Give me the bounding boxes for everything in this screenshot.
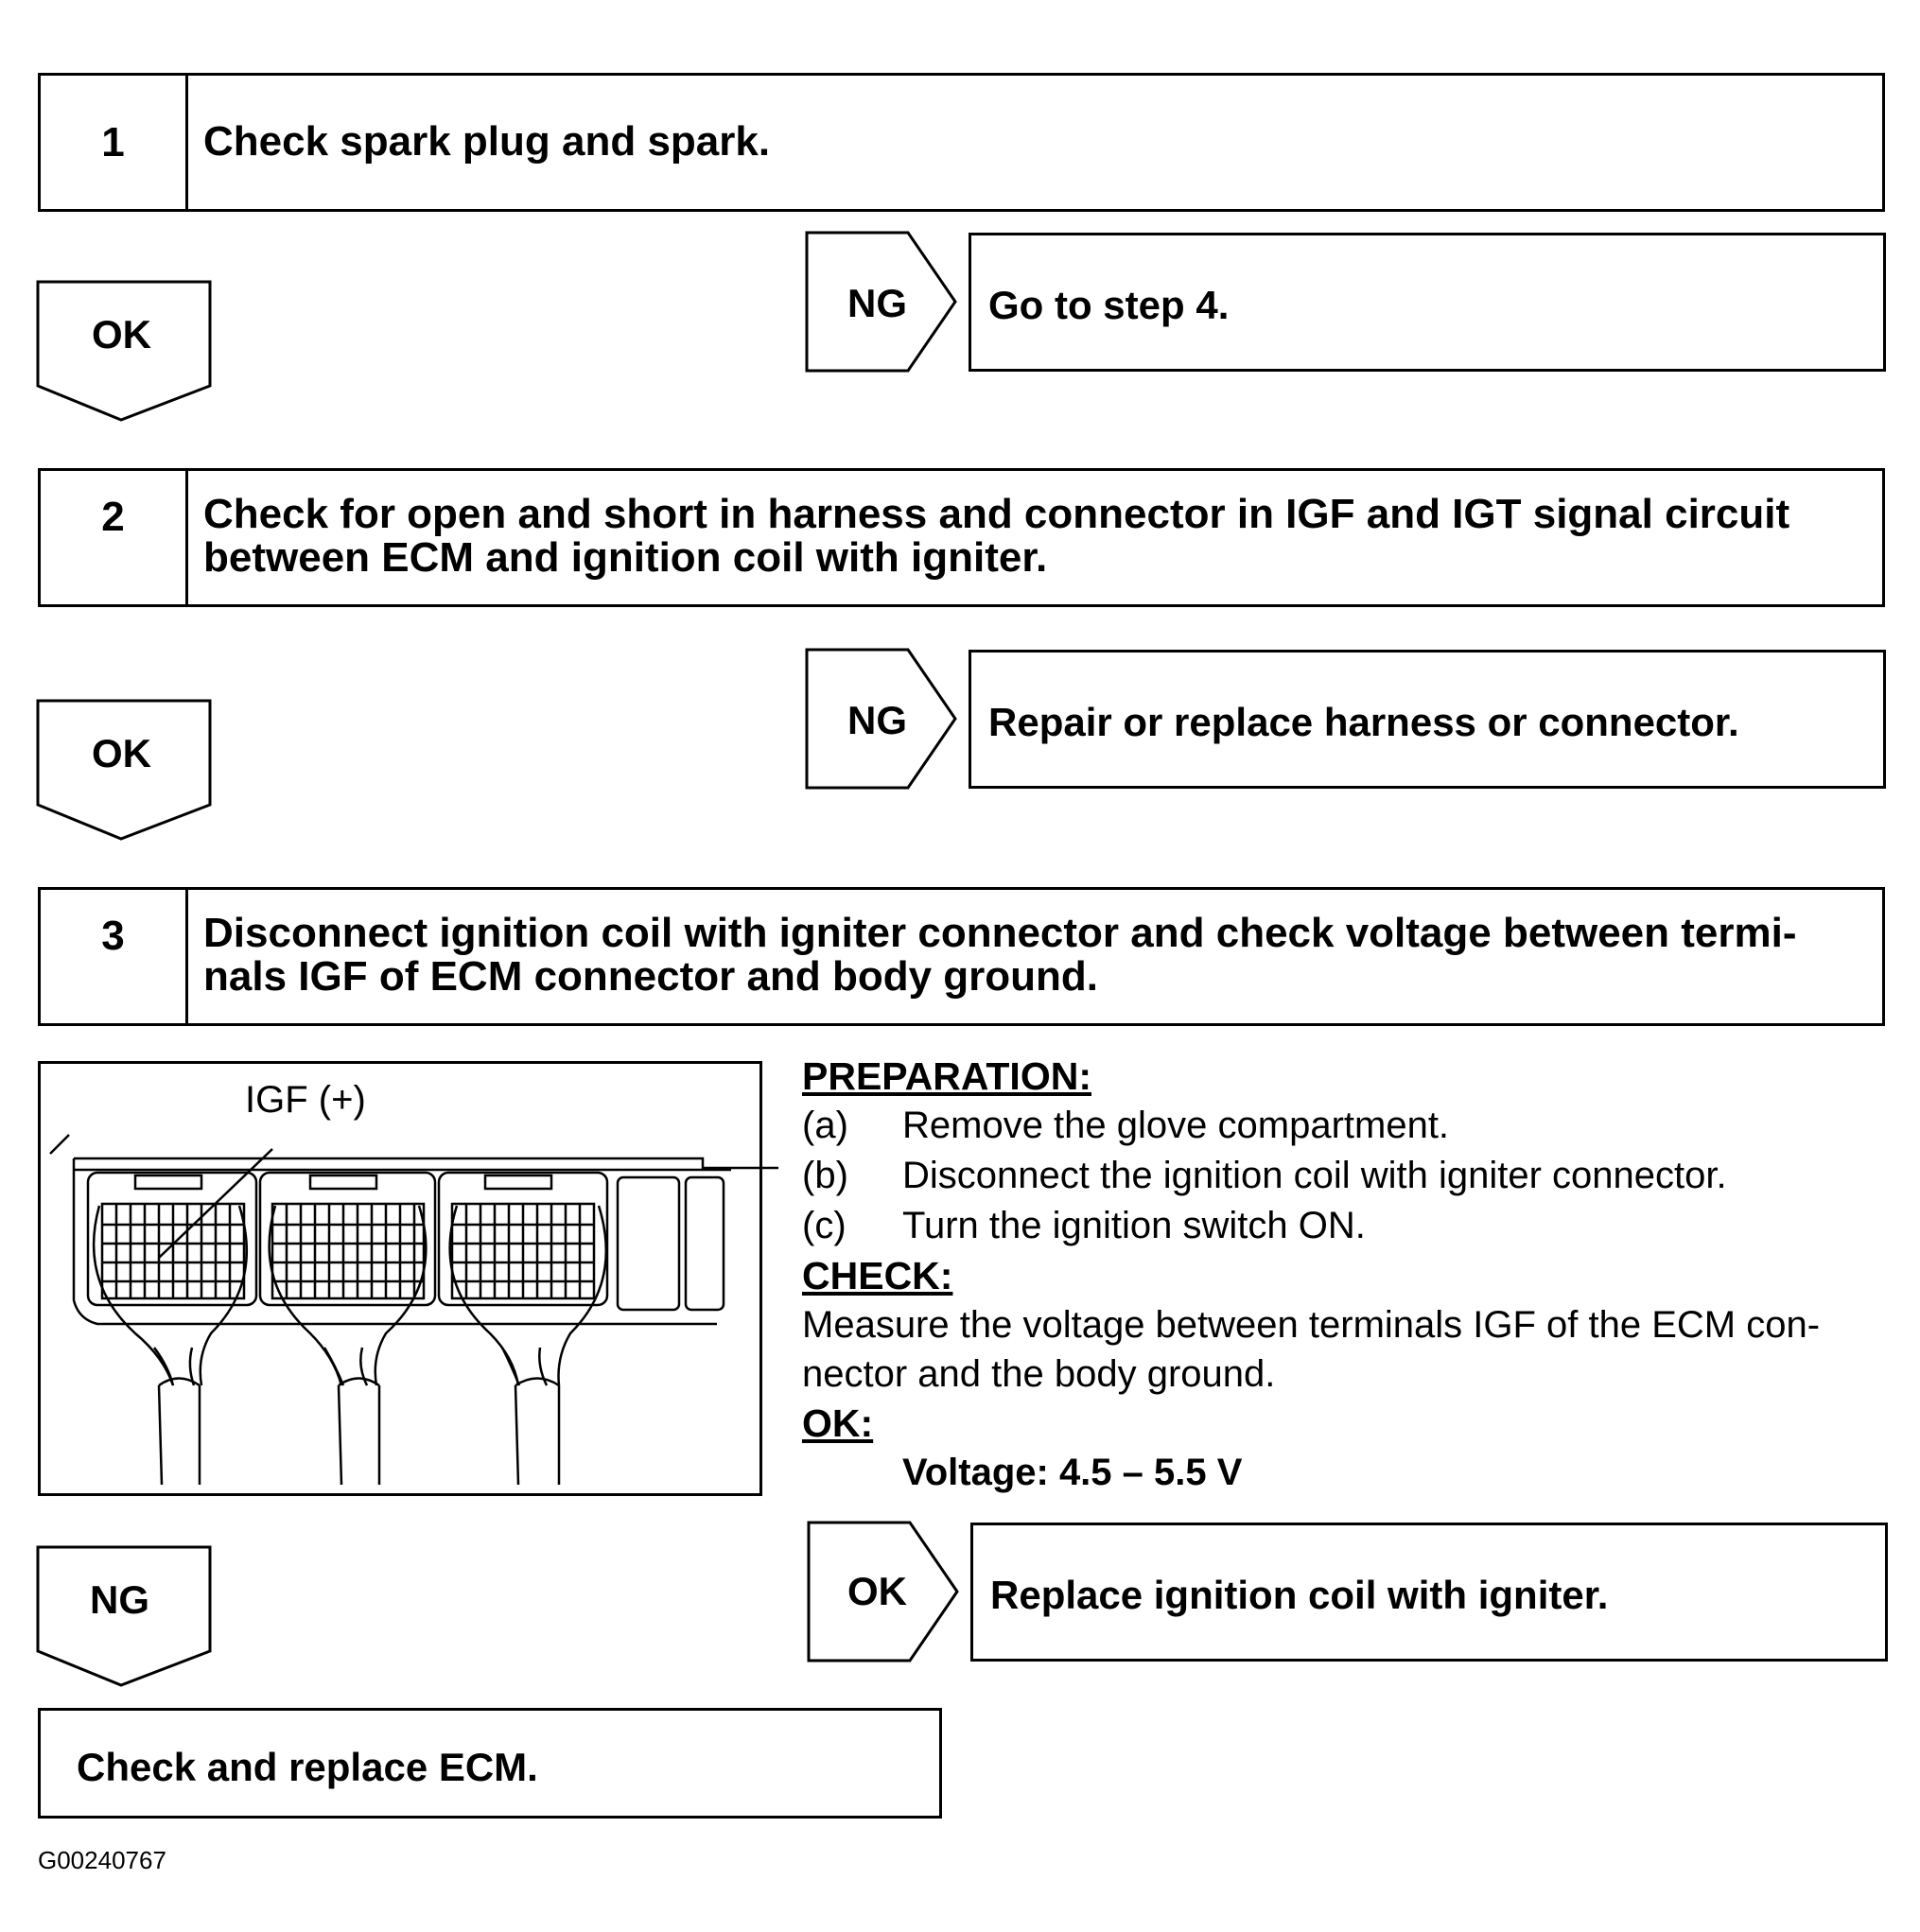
- step-2-box: [38, 468, 1885, 607]
- prep-marker: (c): [802, 1205, 847, 1246]
- instructions: [802, 1052, 1890, 1497]
- ng-label-2: NG: [847, 698, 907, 742]
- step-number: 1: [41, 76, 188, 209]
- step-title-line-2: between ECM and ignition coil with igniter.: [203, 534, 1048, 581]
- step-number: 3: [41, 890, 188, 1023]
- ng-label-1: NG: [847, 281, 907, 325]
- final-action-text: Check and replace ECM.: [77, 1745, 538, 1789]
- ok-label-3: OK: [847, 1569, 907, 1613]
- prep-item-b: [802, 1151, 1890, 1201]
- step-number: 2: [41, 471, 188, 604]
- ok-label-1: OK: [92, 312, 151, 357]
- ok-spec: Voltage: 4.5 – 5.5 V: [902, 1452, 1243, 1493]
- ng-result-box-2: [969, 650, 1886, 789]
- prep-item-a: [802, 1101, 1890, 1151]
- figure-code: G00240767: [38, 1846, 166, 1874]
- step-title-line-2: nals IGF of ECM connector and body ground.: [203, 953, 1098, 1000]
- step-3-box: [38, 887, 1885, 1026]
- prep-text: Turn the ignition switch ON.: [902, 1205, 1366, 1246]
- check-line-2: nector and the body ground.: [802, 1353, 1276, 1395]
- ok-result-text: Replace ignition coil with igniter.: [990, 1573, 1609, 1617]
- ecm-connector-figure: [38, 1061, 762, 1496]
- ng-label-3: NG: [90, 1577, 149, 1622]
- prep-marker: (a): [802, 1105, 848, 1146]
- prep-item-c: [802, 1201, 1890, 1251]
- ng-result-text: Go to step 4.: [988, 283, 1230, 327]
- prep-text: Remove the glove compartment.: [902, 1105, 1450, 1146]
- ng-result-text: Repair or replace harness or connector.: [988, 700, 1739, 744]
- ok-label-2: OK: [92, 731, 151, 775]
- preparation-heading: PREPARATION:: [802, 1054, 1091, 1098]
- ok-result-box-3: [970, 1523, 1888, 1662]
- step-title-line-1: Check for open and short in harness and connector in IGF and IGT signal circuit: [203, 491, 1790, 537]
- step-title: Check spark plug and spark.: [203, 118, 771, 165]
- step-title-line-1: Disconnect ignition coil with igniter connector and check voltage between termi-: [203, 910, 1797, 956]
- prep-text: Disconnect the ignition coil with igniter connector.: [902, 1155, 1727, 1196]
- ok-heading: OK:: [802, 1401, 874, 1445]
- check-line-1: Measure the voltage between terminals IGF of the ECM con-: [802, 1304, 1821, 1346]
- ng-result-box-1: [969, 233, 1886, 372]
- igf-label: IGF (+): [245, 1079, 366, 1121]
- final-action-box: [38, 1708, 942, 1819]
- connector-drawing: [41, 1064, 765, 1499]
- prep-marker: (b): [802, 1155, 848, 1196]
- check-heading: CHECK:: [802, 1254, 953, 1297]
